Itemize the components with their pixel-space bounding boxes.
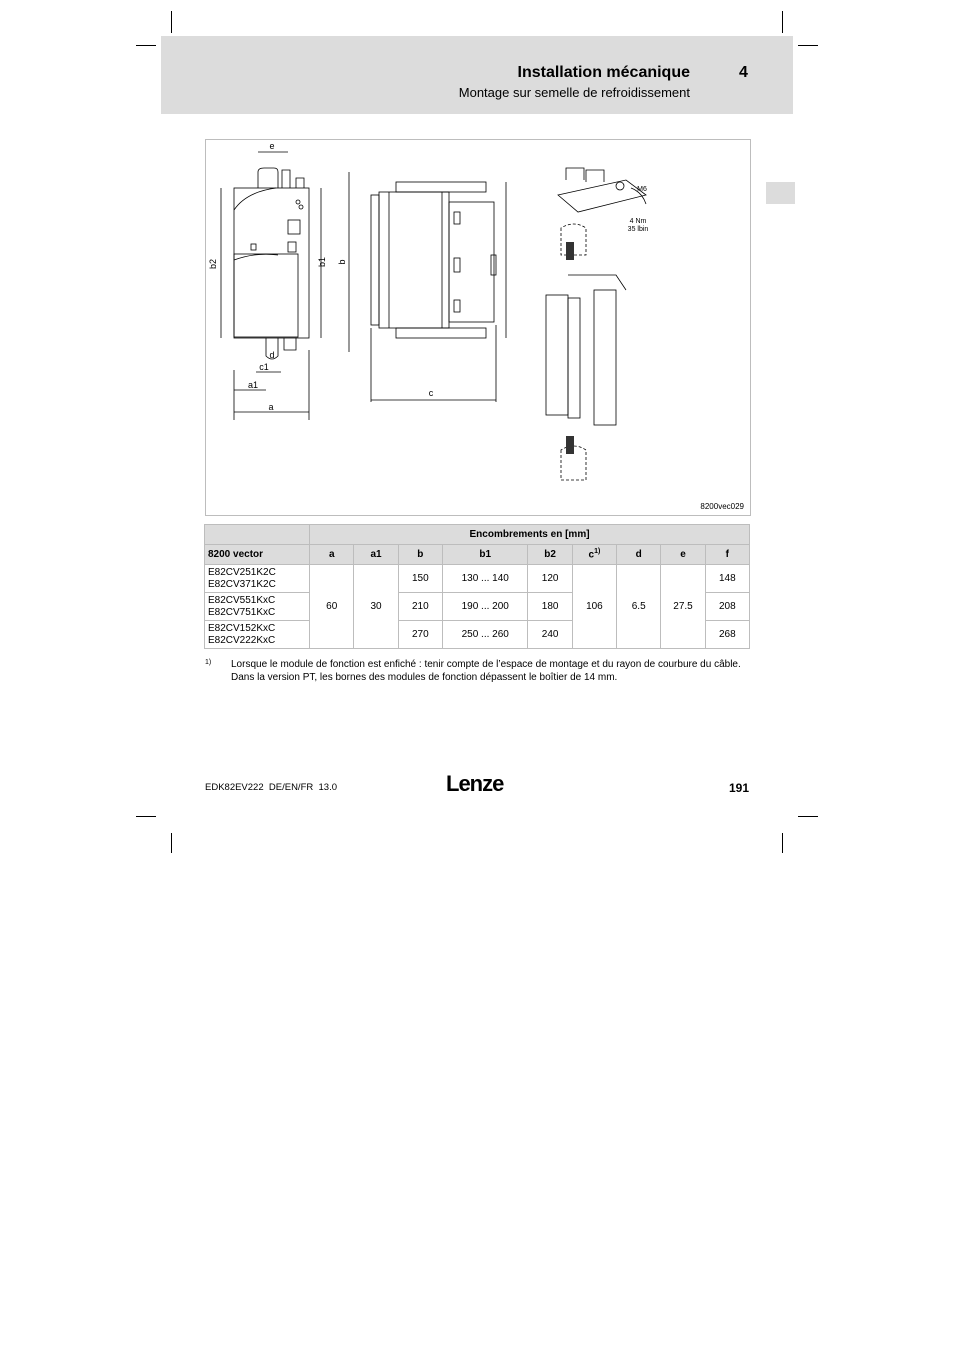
dimension-drawing <box>206 140 750 515</box>
cell-c: 106 <box>572 565 616 649</box>
c-footnote-ref: 1) <box>594 548 601 556</box>
dim-label-b1: b1 <box>317 256 327 268</box>
footnote-text: Lorsque le module de fonction est enfiché : tenir compte de l’espace de montage et du rayon de courbure du câble. Dans la version PT, les bornes des modules de fonction dépassent le boîtier de 14 mm. <box>231 659 741 683</box>
cell-b2: 120 <box>528 565 572 593</box>
page-number: 191 <box>729 781 750 795</box>
dim-label-e: e <box>269 141 275 151</box>
table-row <box>205 565 750 593</box>
lenze-logo: Lenze <box>446 771 504 796</box>
section-title: Installation mécanique <box>517 64 690 81</box>
cell-b1: 130 ... 140 <box>442 565 528 593</box>
table-group-header: Encombrements en [mm] <box>310 525 750 545</box>
dimensions-table <box>204 524 750 649</box>
cell-b: 210 <box>398 593 442 621</box>
dimension-figure <box>205 139 751 516</box>
footnote-marker: 1) <box>205 659 212 666</box>
chapter-number: 4 <box>739 64 748 81</box>
dim-label-c1: c1 <box>259 362 269 372</box>
table-corner-cell <box>205 525 310 545</box>
col-header-f: f <box>705 545 749 565</box>
crop-mark <box>136 816 156 817</box>
torque-nm-label: 4 Nm <box>629 218 647 225</box>
cell-b: 270 <box>398 621 442 649</box>
cell-d: 6.5 <box>617 565 661 649</box>
crop-mark <box>782 833 783 853</box>
cell-a: 60 <box>310 565 354 649</box>
table-group-header-row <box>205 525 750 545</box>
crop-mark <box>798 45 818 46</box>
torque-lbin-label: 35 lbin <box>627 226 649 233</box>
crop-mark <box>171 11 172 33</box>
table-column-header-row <box>205 545 750 565</box>
dim-label-c: c <box>428 388 434 398</box>
dim-label-a: a <box>268 402 274 412</box>
col-header-e: e <box>661 545 705 565</box>
col-header-b1: b1 <box>442 545 528 565</box>
col-header-b2: b2 <box>528 545 572 565</box>
page-header <box>161 36 793 114</box>
model-cell: E82CV251K2C E82CV371K2C <box>205 565 310 593</box>
cell-b2: 240 <box>528 621 572 649</box>
model-cell: E82CV152KxC E82CV222KxC <box>205 621 310 649</box>
col-header-model: 8200 vector <box>205 545 310 565</box>
cell-e: 27.5 <box>661 565 705 649</box>
cell-f: 148 <box>705 565 749 593</box>
crop-mark <box>798 816 818 817</box>
col-header-a1: a1 <box>354 545 398 565</box>
dim-label-a1: a1 <box>247 380 259 390</box>
chapter-thumb-tab <box>766 182 795 204</box>
col-header-d: d <box>617 545 661 565</box>
screw-size-label: M6 <box>637 186 647 193</box>
cell-f: 208 <box>705 593 749 621</box>
dim-label-d: d <box>269 350 275 360</box>
figure-id: 8200vec029 <box>700 502 744 511</box>
dim-label-b2: b2 <box>208 258 218 270</box>
cell-b1: 190 ... 200 <box>442 593 528 621</box>
col-header-b: b <box>398 545 442 565</box>
cell-b: 150 <box>398 565 442 593</box>
cell-f: 268 <box>705 621 749 649</box>
dim-label-b: b <box>337 259 347 265</box>
cell-b2: 180 <box>528 593 572 621</box>
crop-mark <box>171 833 172 853</box>
crop-mark <box>136 45 156 46</box>
model-cell: E82CV551KxC E82CV751KxC <box>205 593 310 621</box>
col-header-a: a <box>310 545 354 565</box>
cell-b1: 250 ... 260 <box>442 621 528 649</box>
document-id: EDK82EV222 DE/EN/FR 13.0 <box>205 782 338 793</box>
crop-mark <box>782 11 783 33</box>
cell-a1: 30 <box>354 565 398 649</box>
col-header-c: $c^{1)}$ <box>572 545 616 565</box>
section-subtitle: Montage sur semelle de refroidissement <box>458 85 690 100</box>
